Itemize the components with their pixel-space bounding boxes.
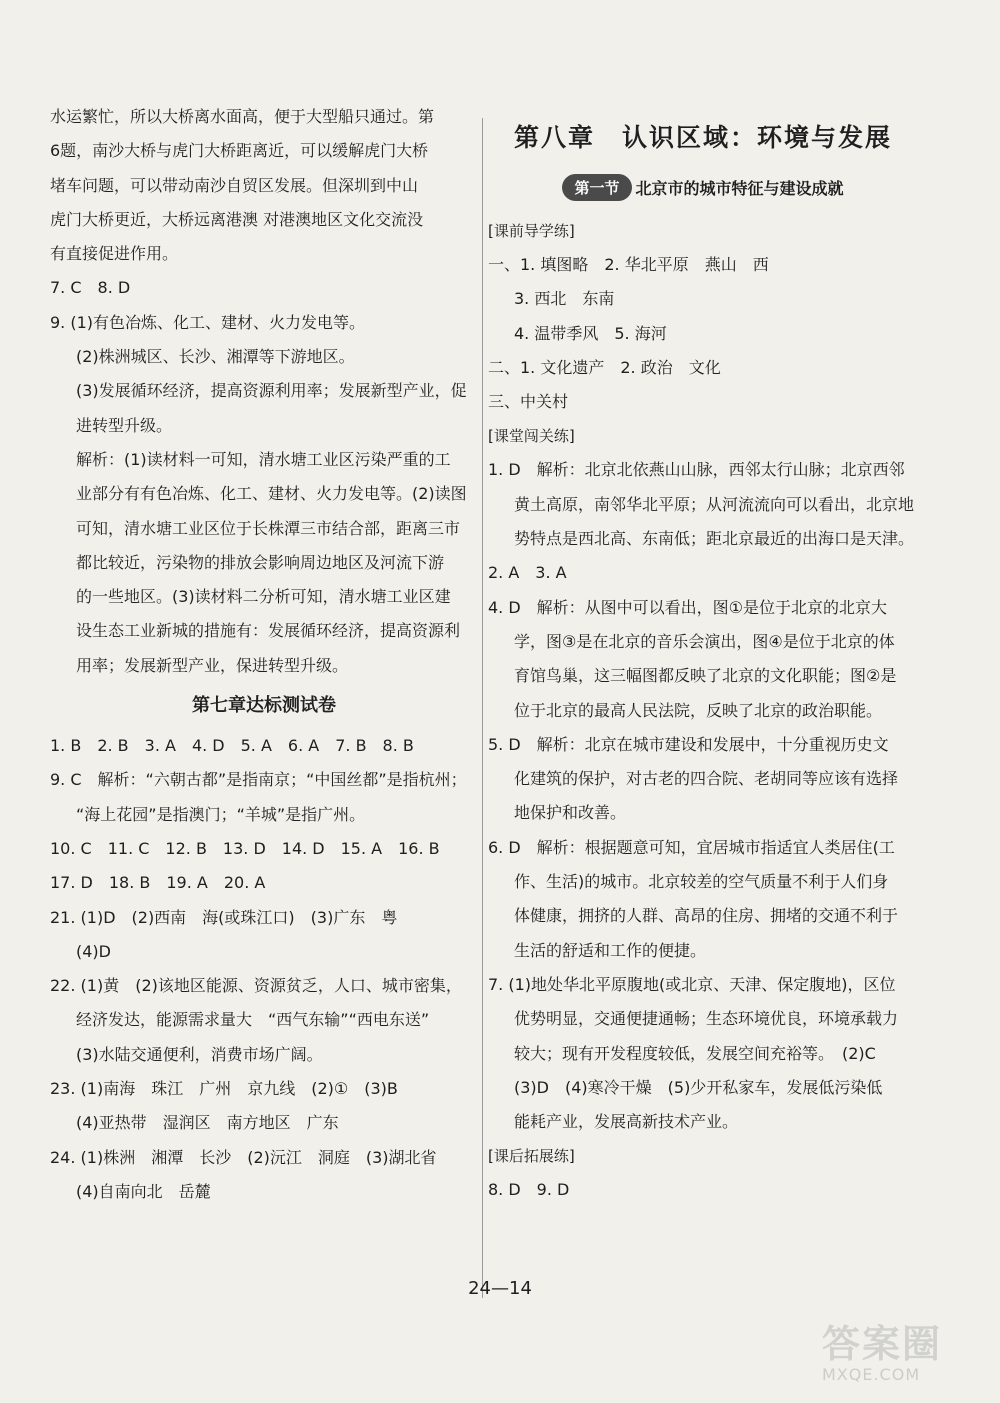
class-answer-1: 1. D 解析：北京北依燕山山脉，西邻太行山脉；北京西邻 xyxy=(488,460,905,480)
class-answer-4: 学，图③是在北京的音乐会演出，图④是位于北京的体 xyxy=(514,631,895,651)
analysis-line: 解析：(1)读材料一可知，清水塘工业区污染严重的工 xyxy=(76,449,451,469)
tag-post-class: [课后拓展练] xyxy=(488,1147,575,1166)
answers-1-8: 1. B 2. B 3. A 4. D 5. A 6. A 7. B 8. B xyxy=(50,736,414,756)
analysis-line: 业部分有有色冶炼、化工、建材、火力发电等。(2)读图 xyxy=(76,484,467,504)
watermark-text: 答案圈 xyxy=(822,1322,943,1366)
answer-22a: 22. (1)黄 (2)该地区能源、资源贫乏，人口、城市密集， xyxy=(50,976,462,996)
class-answer-7: (3)D (4)寒冷干燥 (5)少开私家车，发展低污染低 xyxy=(514,1077,883,1097)
class-answer-7: 7. (1)地处华北平原腹地(或北京、天津、保定腹地)，区位 xyxy=(488,974,896,994)
class-answer-6: 作、生活)的城市。北京较差的空气质量不利于人们身 xyxy=(514,872,889,892)
class-answer-7: 能耗产业，发展高新技术产业。 xyxy=(514,1112,739,1132)
class-answer-4: 育馆鸟巢，这三幅图都反映了北京的文化职能；图②是 xyxy=(514,666,897,686)
answer-22b: 经济发达，能源需求量大 “西气东输”“西电东送” xyxy=(76,1010,430,1030)
tag-pre-class: [课前导学练] xyxy=(488,222,575,240)
class-answer-5: 地保护和改善。 xyxy=(514,803,627,823)
answer-21a: 21. (1)D (2)西南 海(或珠江口) (3)广东 粤 xyxy=(50,907,398,927)
pre-answer: 三、中关村 xyxy=(488,392,569,412)
class-answer-7: 优势明显，交通便捷通畅；生态环境优良，环境承载力 xyxy=(514,1009,899,1029)
section-title xyxy=(488,170,918,204)
intro-line: 堵车问题，可以带动南沙自贸区发展。但深圳到中山 xyxy=(50,175,419,195)
analysis-line: 的一些地区。(3)读材料二分析可知，清水塘工业区建 xyxy=(76,587,451,607)
answer-24a: 24. (1)株洲 湘潭 长沙 (2)沅江 洞庭 (3)湖北省 xyxy=(50,1147,437,1167)
intro-line: 有直接促进作用。 xyxy=(50,244,179,264)
class-answer-4: 位于北京的最高人民法院，反映了北京的政治职能。 xyxy=(514,700,883,720)
column-divider xyxy=(482,118,483,1298)
answers-17-20: 17. D 18. B 19. A 20. A xyxy=(50,873,266,893)
answer-7-8: 7. C 8. D xyxy=(50,278,131,298)
class-answer-5: 化建筑的保护，对古老的四合院、老胡同等应该有选择 xyxy=(514,769,899,789)
answers-10-16: 10. C 11. C 12. B 13. D 14. D 15. A 16. B xyxy=(50,838,440,858)
pre-answer: 一、1. 填图略 2. 华北平原 燕山 西 xyxy=(488,255,769,274)
analysis-line: 可知，清水塘工业区位于长株潭三市结合部，距离三市 xyxy=(76,518,461,538)
answer-23b: (4)亚热带 湿润区 南方地区 广东 xyxy=(76,1113,339,1133)
section-pill: 第一节 xyxy=(562,174,631,201)
class-answer-1: 黄土高原，南邻华北平原；从河流流向可以看出，北京地 xyxy=(514,494,915,514)
answer-9-3b: 进转型升级。 xyxy=(76,415,173,435)
class-answer-5: 5. D 解析：北京在城市建设和发展中，十分重视历史文 xyxy=(488,734,889,754)
section-text: 北京市的城市特征与建设成就 xyxy=(635,178,844,198)
test-heading: 第七章达标测试卷 xyxy=(192,695,336,717)
class-answer-1: 势特点是西北高、东南低；距北京最近的出海口是天津。 xyxy=(514,529,915,549)
left-column xyxy=(50,100,478,1209)
tag-in-class: [课堂闯关练] xyxy=(488,427,575,446)
class-answer-6: 体健康，拥挤的人群、高昂的住房、拥堵的交通不利于 xyxy=(514,906,899,926)
intro-line: 6题，南沙大桥与虎门大桥距离近，可以缓解虎门大桥 xyxy=(50,141,429,161)
answer-24b: (4)自南向北 岳麓 xyxy=(76,1181,211,1201)
chapter-title: 第八章 认识区域：环境与发展 xyxy=(513,123,892,152)
answer-9-2: (2)株洲城区、长沙、湘潭等下游地区。 xyxy=(76,347,355,367)
pre-answer: 3. 西北 东南 xyxy=(514,289,615,309)
answer-9-1: 9. (1)有色冶炼、化工、建材、火力发电等。 xyxy=(50,312,366,332)
class-answer-6: 6. D 解析：根据题意可知，宜居城市指适宜人类居住(工 xyxy=(488,837,895,857)
class-answer-2-3: 2. A 3. A xyxy=(488,563,567,583)
intro-line: 虎门大桥更近，大桥远离港澳 对港澳地区文化交流没 xyxy=(50,209,424,229)
answer-9-test: 9. C 解析：“六朝古都”是指南京；“中国丝都”是指杭州； xyxy=(50,770,467,790)
right-column xyxy=(488,100,918,1208)
class-answer-6: 生活的舒适和工作的便捷。 xyxy=(514,940,707,960)
answer-21b: (4)D xyxy=(76,941,111,961)
analysis-line: 设生态工业新城的措施有：发展循环经济，提高资源利 xyxy=(76,621,461,641)
watermark-logo xyxy=(822,1323,972,1393)
page-number: 24—14 xyxy=(468,1278,532,1299)
answer-9-test-b: “海上花园”是指澳门；“羊城”是指广州。 xyxy=(76,804,366,824)
intro-line: 水运繁忙，所以大桥离水面高，便于大型船只通过。第 xyxy=(50,107,435,126)
pre-answer: 二、1. 文化遗产 2. 政治 文化 xyxy=(488,357,721,377)
watermark-url: MXQE.COM xyxy=(822,1365,921,1384)
pre-answer: 4. 温带季风 5. 海河 xyxy=(514,323,667,343)
answer-23a: 23. (1)南海 珠江 广州 京九线 (2)① (3)B xyxy=(50,1079,398,1099)
class-answer-7: 较大；现有开发程度较低，发展空间充裕等。 (2)C xyxy=(514,1043,876,1063)
answer-22c: (3)水陆交通便利，消费市场广阔。 xyxy=(76,1044,323,1064)
analysis-line: 都比较近，污染物的排放会影响周边地区及河流下游 xyxy=(76,552,445,572)
answer-9-3a: (3)发展循环经济，提高资源利用率；发展新型产业，促 xyxy=(76,381,467,401)
post-answer: 8. D 9. D xyxy=(488,1180,570,1200)
analysis-line: 用率；发展新型产业，保进转型升级。 xyxy=(76,655,349,675)
class-answer-4: 4. D 解析：从图中可以看出，图①是位于北京的北京大 xyxy=(488,597,888,617)
